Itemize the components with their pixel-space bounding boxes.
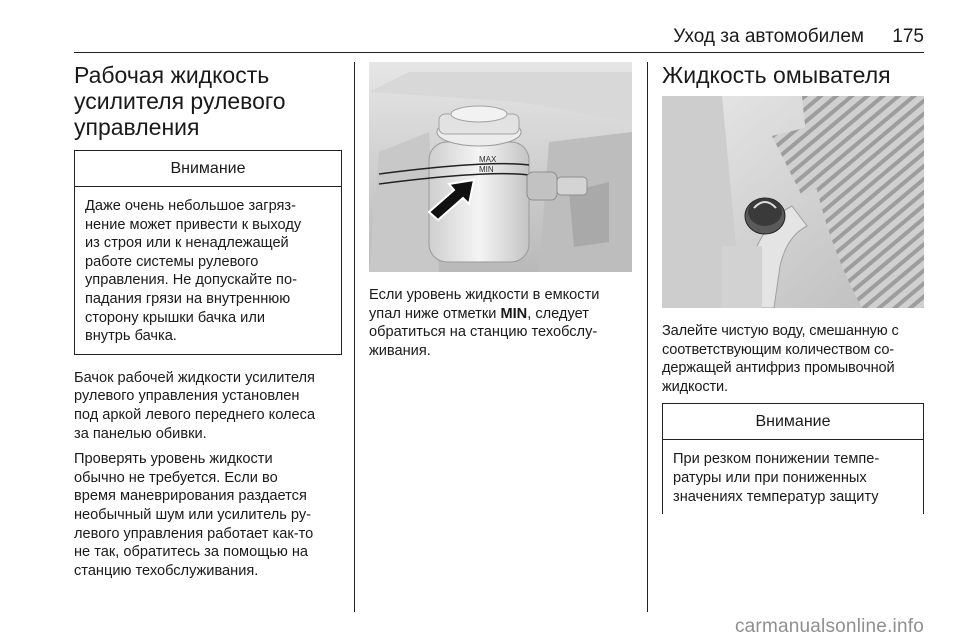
min-mark-text: MIN xyxy=(500,305,528,322)
column-power-steering xyxy=(74,62,342,587)
header-rule xyxy=(74,52,924,53)
paragraph-min-level: Если уровень жидкости в емкости упал ниже отметки MIN, следует обратиться на станцию техобслу- живания. xyxy=(369,287,600,359)
page-header xyxy=(0,0,960,50)
warning-title: Внимание xyxy=(663,404,923,440)
paragraph-reservoir-location: Бачок рабочей жидкости усилителя рулевого управления установлен под аркой левого переднего колеса за панелью обивки. xyxy=(74,369,316,442)
warning-box-contamination xyxy=(74,150,342,355)
reservoir-illustration xyxy=(369,62,632,272)
warning-text: Даже очень небольшое загряз- нение может привести к выходу из строя или к ненадлежащей работе системы рулевого управления. Не допускайте по- падания грязи на внутреннюю сторону крышки бачка или внутрь бачка. xyxy=(85,198,302,345)
column-divider-right xyxy=(647,62,648,612)
warning-box-temperature xyxy=(662,403,924,514)
column-divider-left xyxy=(354,62,355,612)
section-heading-washer-fluid: Жидкость омывателя xyxy=(662,62,891,88)
column-washer-fluid xyxy=(662,62,924,528)
paragraph-washer-fluid: Залейте чистую воду, смешанную с соответствующим количеством со- держащей антифриз промывочной жидкости. xyxy=(662,323,899,395)
max-label: MAX xyxy=(479,155,497,164)
warning-title: Внимание xyxy=(75,151,341,187)
section-heading-power-steering: Рабочая жидкость усилителя рулевого управления xyxy=(74,62,286,140)
min-label: MIN xyxy=(479,165,494,174)
reservoir-photo xyxy=(369,62,632,272)
washer-illustration xyxy=(662,96,924,308)
paragraph-level-check: Проверять уровень жидкости обычно не требуется. Если во время маневрирования раздается необычный шум или усилитель ру- левого управления работает как-то не так, обратитесь за помощью на станцию техобслуживания. xyxy=(74,451,314,579)
washer-reservoir-photo xyxy=(662,96,924,308)
column-reservoir-image xyxy=(369,62,632,367)
watermark: carmanualsonline.info xyxy=(734,616,924,637)
page-number: 175 xyxy=(892,26,924,47)
warning-text: При резком понижении темпе- ратуры или при пониженных значениях температур защиту xyxy=(673,451,880,505)
header-title: Уход за автомобилем xyxy=(673,26,864,47)
